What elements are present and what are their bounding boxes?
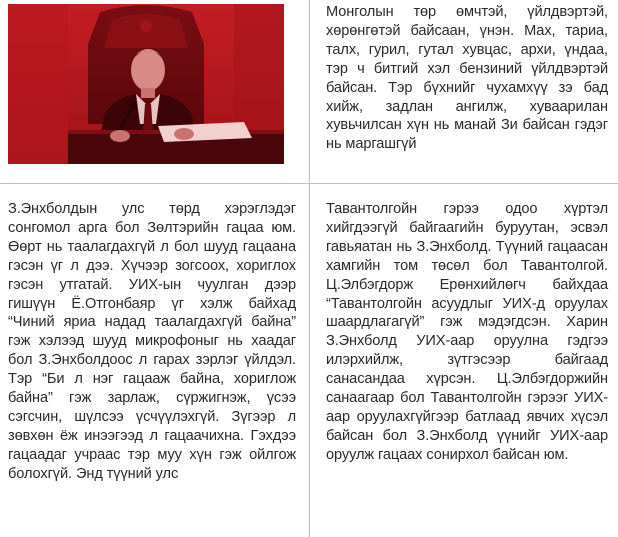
article-text-bottom-left: З.Энхболдын улс төрд хэрэглэдэг сонгомол арга бол Зөлтэрийн гацаа юм. Өөрт нь таалагдахгүй л бол шууд гацаана гэсэн үг л дээ. Хүчээр зогсоох, хориглох гэсэн утгатай. УИХ-ын чуулган дээр гишүүн Ё.Отгонбаяр үг хэлж байхад “Чиний яриа надад таалагдахгүй байна” гэж хэлээд шууд микрофоныг нь хаадаг бол З.Энхболдоос л гарах зэрлэг үйлдэл. Тэр “Би л нэг гацааж байна, хориглож байна” гэж зарлаж, сүржигнэж, үсээ сэгсчин, шүлсээ үсчүүлэхгүй. Зүгээр л зөвхөн ёж инээгээд л гацаачихна. Гэхдээ гацаадаг учраас тэр муу хүн гэж ойлгож болохгүй. Энд түүний улс — [8, 201, 296, 482]
article-text-top-right: Монголын төр өмчтэй, үйлдвэртэй, хөрөнгөтэй байсаан, үнэн. Мах, тариа, талх, гурил, гутал хувцас, архи, үндаа, тэр ч битгий хэл бензиний үйлдвэртэй байсан. Тэр бүхнийг чухамхүү зэ бад хийж, задлан ангилж, хуваарилан хувьчилсан хүн нь манай Зи байсан гэдэг нь маргашгүй — [326, 4, 608, 153]
speaker-at-podium-icon — [8, 4, 284, 164]
article-photo — [8, 4, 284, 164]
column-divider-vertical — [309, 0, 310, 537]
section-divider-horizontal — [0, 183, 618, 184]
article-text-bottom-right: Тавантолгойн гэрээ одоо хүртэл хийгдээгүй байгаагийн буруутан, эсвэл гавьяатан нь З.Энхболд. Түүний гацаасан хамгийн том төсөл бол Тавантолгой. Ц.Элбэгдорж Ерөнхийлөгч байхдаа “Тавантолгойн асуудлыг УИХ-д оруулах шаардлагагүй” гэж мэдэгдсэн. Харин З.Энхболд УИХ-аар оруулна гэдгээ илэрхийлж, зүтгэсээр байгаад санасандаа хүрсэн. Ц.Элбэгдоржийн санаагаар бол Тавантолгойн гэрээг УИХ-аар оруулахгүйгээр батлаад явчих хүсэл байсан бол З.Энхболд үүнийг УИХ-аар оруулж гацаах сонирхол байсан юм. — [326, 201, 608, 463]
